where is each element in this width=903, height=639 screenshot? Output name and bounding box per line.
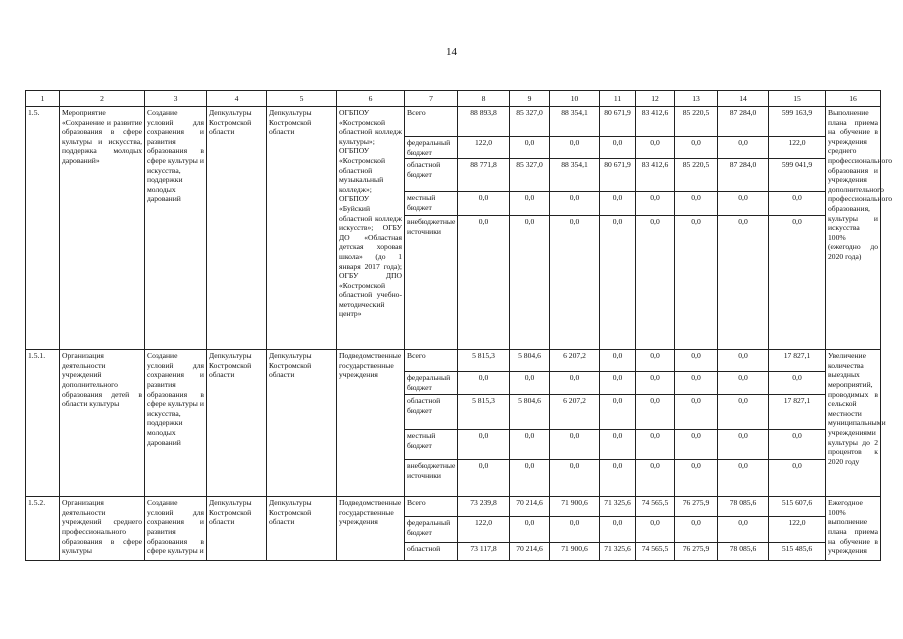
- amount-cell: 0,0: [636, 460, 675, 497]
- activity-name-cell: Организация деятельности учреждений дополнительного образования детей в области культуры: [60, 350, 145, 497]
- table-body: [26, 107, 893, 561]
- amount-cell: 78 085,6: [718, 497, 769, 517]
- amount-cell: 0,0: [600, 395, 636, 430]
- funding-source-cell: областной: [405, 543, 458, 561]
- amount-cell: 0,0: [675, 460, 718, 497]
- amount-cell: 0,0: [510, 137, 550, 159]
- expected-result-cell: Ежегодное 100% выполнение плана приема на обучение в учреждения: [826, 497, 881, 561]
- coexecutor-cell: Депкультуры Костромской области: [207, 497, 267, 561]
- amount-cell: 0,0: [718, 192, 769, 216]
- amount-cell: 5 815,3: [458, 350, 510, 372]
- amount-cell: 0,0: [550, 216, 600, 350]
- amount-cell: 73 239,8: [458, 497, 510, 517]
- amount-cell: 0,0: [510, 372, 550, 395]
- item-number-cell: 1.5.2.: [26, 497, 60, 561]
- column-header: 8: [458, 91, 510, 107]
- activity-goal-cell: Создание условий для сохранения и развития образования в сфере культуры и: [145, 497, 207, 561]
- funding-source-cell: внебюджетные источники: [405, 216, 458, 350]
- amount-cell: 0,0: [636, 517, 675, 543]
- amount-cell: 71 900,6: [550, 497, 600, 517]
- column-header: 10: [550, 91, 600, 107]
- amount-cell: 0,0: [510, 460, 550, 497]
- amount-cell: 6 207,2: [550, 395, 600, 430]
- column-header: 9: [510, 91, 550, 107]
- amount-cell: 0,0: [718, 395, 769, 430]
- amount-cell: 0,0: [550, 430, 600, 460]
- amount-cell: 122,0: [458, 137, 510, 159]
- amount-cell: 0,0: [550, 192, 600, 216]
- amount-cell: 0,0: [458, 372, 510, 395]
- amount-cell: 87 284,0: [718, 107, 769, 137]
- amount-cell: 122,0: [769, 517, 826, 543]
- column-header: 16: [826, 91, 881, 107]
- amount-cell: 0,0: [636, 216, 675, 350]
- amount-cell: 0,0: [769, 372, 826, 395]
- amount-cell: 0,0: [600, 460, 636, 497]
- column-header: 12: [636, 91, 675, 107]
- amount-cell: 0,0: [675, 395, 718, 430]
- amount-cell: 599 163,9: [769, 107, 826, 137]
- amount-cell: 0,0: [510, 192, 550, 216]
- column-header: 5: [267, 91, 337, 107]
- amount-cell: 0,0: [769, 430, 826, 460]
- amount-cell: 88 771,8: [458, 159, 510, 192]
- expected-result-cell: Увеличение количества выездных мероприятий, проводимых в сельской местности муниципальными учреждениями культуры до 2 процентов к 2020 году: [826, 350, 881, 497]
- column-header: 7: [405, 91, 458, 107]
- amount-cell: 74 565,5: [636, 497, 675, 517]
- column-header: 4: [207, 91, 267, 107]
- funding-source-cell: внебюджетные источники: [405, 460, 458, 497]
- amount-cell: 78 085,6: [718, 543, 769, 561]
- amount-cell: 71 900,6: [550, 543, 600, 561]
- amount-cell: 71 325,6: [600, 543, 636, 561]
- amount-cell: 0,0: [718, 517, 769, 543]
- executors-cell: ОГБПОУ «Костромской областной колледж культуры»; ОГБПОУ «Костромской областной музыкальный колледж»; ОГБПОУ «Буйский областной колледж искусств»; ОГБУ ДО «Областная детская хоровая школа» (до 1 января 2017 года); ОГБУ ДПО «Костромской областной учебно-методический центр»: [337, 107, 405, 350]
- amount-cell: 0,0: [600, 192, 636, 216]
- amount-cell: 0,0: [600, 137, 636, 159]
- amount-cell: 88 354,1: [550, 107, 600, 137]
- funding-source-cell: областной бюджет: [405, 159, 458, 192]
- funding-source-cell: Всего: [405, 107, 458, 137]
- funding-source-cell: федеральный бюджет: [405, 137, 458, 159]
- amount-cell: 74 565,5: [636, 543, 675, 561]
- amount-cell: 0,0: [458, 460, 510, 497]
- amount-cell: 83 412,6: [636, 159, 675, 192]
- header-row: [26, 91, 881, 107]
- amount-cell: 0,0: [675, 192, 718, 216]
- amount-cell: 0,0: [675, 430, 718, 460]
- amount-cell: 0,0: [636, 137, 675, 159]
- amount-cell: 0,0: [769, 216, 826, 350]
- amount-cell: 0,0: [718, 430, 769, 460]
- amount-cell: 0,0: [550, 460, 600, 497]
- column-header: 3: [145, 91, 207, 107]
- amount-cell: 0,0: [718, 460, 769, 497]
- amount-cell: 5 804,6: [510, 350, 550, 372]
- column-header: 13: [675, 91, 718, 107]
- amount-cell: 0,0: [636, 395, 675, 430]
- amount-cell: 70 214,6: [510, 543, 550, 561]
- amount-cell: 0,0: [675, 350, 718, 372]
- amount-cell: 0,0: [458, 192, 510, 216]
- program-activities-table: [25, 90, 893, 561]
- amount-cell: 85 220,5: [675, 159, 718, 192]
- activity-goal-cell: Создание условий для сохранения и развития образования в сфере культуры и искусства, поддержки молодых дарований: [145, 107, 207, 350]
- expected-result-cell: Выполнение плана приема на обучение в учреждения среднего профессионального образования и учреждения дополнительного профессионального образования, культуры и искусства 100% (ежегодно до 2020 года): [826, 107, 881, 350]
- activity-goal-cell: Создание условий для сохранения и развития образования в сфере культуры и искусства, поддержки молодых дарований: [145, 350, 207, 497]
- amount-cell: 0,0: [600, 372, 636, 395]
- amount-cell: 0,0: [458, 216, 510, 350]
- amount-cell: 85 327,0: [510, 107, 550, 137]
- column-header: 1: [26, 91, 60, 107]
- amount-cell: 0,0: [718, 372, 769, 395]
- amount-cell: 0,0: [675, 216, 718, 350]
- column-header: 14: [718, 91, 769, 107]
- amount-cell: 71 325,6: [600, 497, 636, 517]
- amount-cell: 6 207,2: [550, 350, 600, 372]
- table-row: [26, 350, 881, 372]
- table-row: [26, 497, 881, 517]
- amount-cell: 0,0: [636, 192, 675, 216]
- amount-cell: 0,0: [769, 460, 826, 497]
- funding-source-cell: областной бюджет: [405, 395, 458, 430]
- amount-cell: 5 804,6: [510, 395, 550, 430]
- column-header: 2: [60, 91, 145, 107]
- amount-cell: 0,0: [550, 372, 600, 395]
- table-row: [26, 107, 881, 137]
- amount-cell: 0,0: [550, 137, 600, 159]
- amount-cell: 73 117,8: [458, 543, 510, 561]
- executors-cell: Подведомственные государственные учреждения: [337, 497, 405, 561]
- amount-cell: 0,0: [718, 216, 769, 350]
- amount-cell: 515 485,6: [769, 543, 826, 561]
- amount-cell: 0,0: [636, 350, 675, 372]
- amount-cell: 0,0: [458, 430, 510, 460]
- funding-source-cell: федеральный бюджет: [405, 372, 458, 395]
- column-header: 15: [769, 91, 826, 107]
- page-number: 14: [446, 46, 457, 58]
- activity-name-cell: Организация деятельности учреждений среднего профессионального образования в сфере культуры: [60, 497, 145, 561]
- amount-cell: 85 220,5: [675, 107, 718, 137]
- item-number-cell: 1.5.: [26, 107, 60, 350]
- amount-cell: 17 827,1: [769, 350, 826, 372]
- amount-cell: 85 327,0: [510, 159, 550, 192]
- amount-cell: 515 607,6: [769, 497, 826, 517]
- amount-cell: 0,0: [636, 430, 675, 460]
- amount-cell: 0,0: [636, 372, 675, 395]
- amount-cell: 0,0: [550, 517, 600, 543]
- amount-cell: 0,0: [510, 216, 550, 350]
- amount-cell: 5 815,3: [458, 395, 510, 430]
- item-number-cell: 1.5.1.: [26, 350, 60, 497]
- amount-cell: 0,0: [769, 192, 826, 216]
- amount-cell: 0,0: [675, 517, 718, 543]
- funds-recipient-cell: Депкультуры Костромской области: [267, 497, 337, 561]
- amount-cell: 0,0: [718, 350, 769, 372]
- coexecutor-cell: Депкультуры Костромской области: [207, 350, 267, 497]
- amount-cell: 0,0: [675, 137, 718, 159]
- coexecutor-cell: Депкультуры Костромской области: [207, 107, 267, 350]
- amount-cell: 0,0: [600, 350, 636, 372]
- funds-recipient-cell: Депкультуры Костромской области: [267, 350, 337, 497]
- amount-cell: 87 284,0: [718, 159, 769, 192]
- amount-cell: 0,0: [510, 430, 550, 460]
- funding-source-cell: местный бюджет: [405, 430, 458, 460]
- activity-name-cell: Мероприятие «Сохранение и развитие образования в сфере культуры и искусства, поддержка молодых дарований»: [60, 107, 145, 350]
- executors-cell: Подведомственные государственные учреждения: [337, 350, 405, 497]
- column-header: 6: [337, 91, 405, 107]
- amount-cell: 70 214,6: [510, 497, 550, 517]
- funding-source-cell: федеральный бюджет: [405, 517, 458, 543]
- amount-cell: 122,0: [458, 517, 510, 543]
- funding-source-cell: Всего: [405, 497, 458, 517]
- funding-source-cell: местный бюджет: [405, 192, 458, 216]
- amount-cell: 0,0: [600, 216, 636, 350]
- amount-cell: 88 893,8: [458, 107, 510, 137]
- amount-cell: 76 275,9: [675, 497, 718, 517]
- amount-cell: 88 354,1: [550, 159, 600, 192]
- amount-cell: 0,0: [718, 137, 769, 159]
- amount-cell: 83 412,6: [636, 107, 675, 137]
- funds-recipient-cell: Депкультуры Костромской области: [267, 107, 337, 350]
- amount-cell: 0,0: [600, 517, 636, 543]
- amount-cell: 80 671,9: [600, 107, 636, 137]
- funding-source-cell: Всего: [405, 350, 458, 372]
- amount-cell: 76 275,9: [675, 543, 718, 561]
- amount-cell: 0,0: [600, 430, 636, 460]
- amount-cell: 17 827,1: [769, 395, 826, 430]
- amount-cell: 80 671,9: [600, 159, 636, 192]
- amount-cell: 0,0: [675, 372, 718, 395]
- column-header: 11: [600, 91, 636, 107]
- amount-cell: 599 041,9: [769, 159, 826, 192]
- amount-cell: 0,0: [510, 517, 550, 543]
- amount-cell: 122,0: [769, 137, 826, 159]
